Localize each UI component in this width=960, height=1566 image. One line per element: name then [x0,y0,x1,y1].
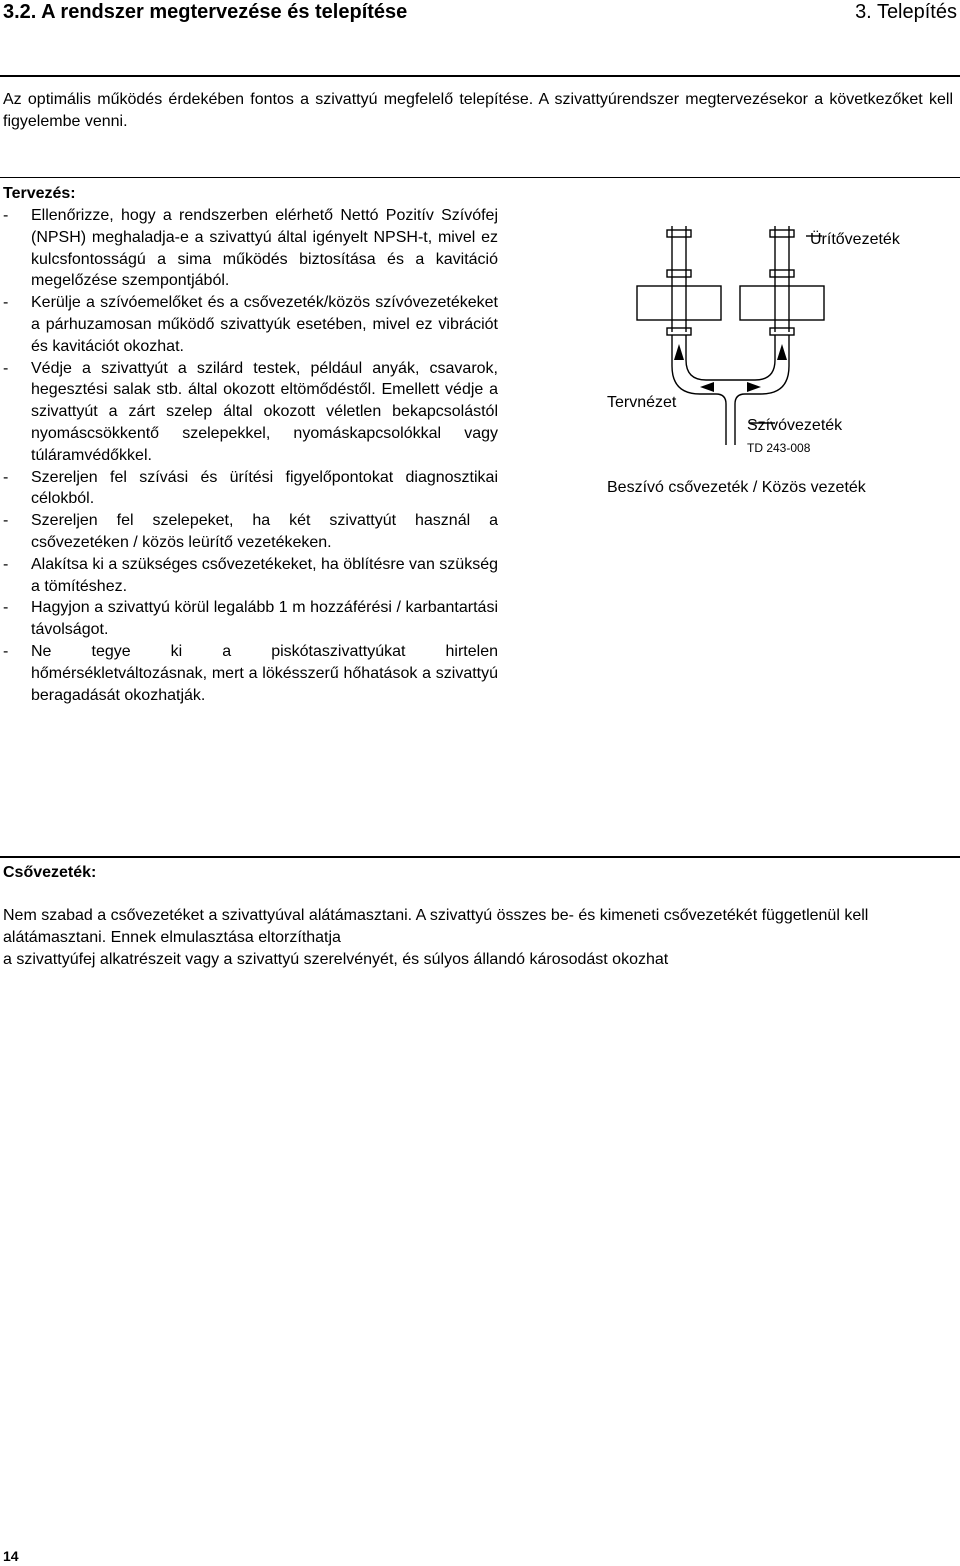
bullet-dash: - [3,359,9,377]
planning-list [3,205,498,706]
bullet-dash: - [3,642,9,660]
list-item-text: Szereljen fel szelepeket, ha két szivattyút használ a csővezetéken / közös leürítő vezetékeken. [31,512,498,551]
header-right-title: 3. Telepítés [855,1,957,23]
label-plan-view: Tervnézet [607,394,677,411]
bullet-dash: - [3,599,9,617]
bullet-dash: - [3,207,9,224]
planning-title: Tervezés: [3,185,76,202]
list-item-text: Kerülje a szívóemelőket és a csővezeték/közös szívóvezetékeket a párhuzamosan működő szivattyúk esetében, mivel ez vibrációt és kavitációt okozhat. [31,294,498,355]
list-item [3,205,498,292]
list-item [3,554,498,598]
list-item-text: Ne tegye ki a piskótaszivattyúkat hirtelen hőmérsékletváltozásnak, mert a lökésszerű hőhatások a szivattyú beragadását okozhatják. [31,642,498,704]
label-discharge: Ürítővezeték [810,231,900,248]
bullet-dash: - [3,468,9,486]
bullet-dash: - [3,512,9,530]
figure-caption: Beszívó csővezeték / Közös vezeték [607,479,866,496]
piping-line: a szivattyúfej alkatrészeit vagy a szivattyú szerelvényét, és súlyos állandó károsodást okozhat [3,951,669,968]
list-item-text: Védje a szivattyút a szilárd testek, például anyák, csavarok, hegesztési salak stb. által okozott eltömődéstől. Emellett védje a szivattyút a zárt szelep által okozott véletlen bekapcsolástól nyomáscsökkentő szelepekkel, nyomáskapcsolókkal vagy túláramvédőkkel. [31,359,498,464]
bullet-dash: - [3,555,9,573]
pipe-diagram-drawing [600,210,960,510]
pipe-diagram [600,210,960,510]
list-item [3,358,498,467]
label-suction: Szívóvezeték [747,417,843,434]
list-item [3,510,498,554]
list-item-text: Hagyjon a szivattyú körül legalább 1 m hozzáférési / karbantartási távolságot. [31,599,498,639]
list-item [3,597,498,641]
figure-code: TD 243-008 [747,441,811,455]
list-item-text: Alakítsa ki a szükséges csővezetékeket, ha öblítésre van szükség a tömítéshez. [31,555,498,595]
header-rule [0,75,960,77]
section-rule-piping [0,856,960,858]
list-item-text: Ellenőrizze, hogy a rendszerben elérhető Nettó Pozitív Szívófej (NPSH) meghaladja-e a szivattyú által igényelt NPSH-t, mivel ez kulcsfontosságú a sima működés biztosítása és a kavitáció megelőzése szempontjából. [31,207,498,290]
piping-title: Csővezeték: [3,864,97,881]
list-item-text: Szereljen fel szívási és ürítési figyelőpontokat diagnosztikai célokból. [31,468,498,508]
list-item [3,467,498,511]
list-item [3,641,498,706]
piping-line: Nem szabad a csővezetéket a szivattyúval alátámasztani. A szivattyú összes be- és kimeneti csővezetékét függetlenül kell alátámasztani. Ennek elmulasztása eltorzíthatja [3,907,869,946]
piping-paragraph [3,905,955,971]
intro-paragraph: Az optimális működés érdekében fontos a szivattyú megfelelő telepítése. A szivattyúrendszer megtervezésekor a következőket kell figyelembe venni. [3,91,953,130]
list-item [3,292,498,357]
bullet-dash: - [3,294,9,312]
page-number: 14 [3,1548,19,1564]
header-left-title: 3.2. A rendszer megtervezése és telepítése [3,1,408,23]
section-rule-planning [0,177,960,178]
